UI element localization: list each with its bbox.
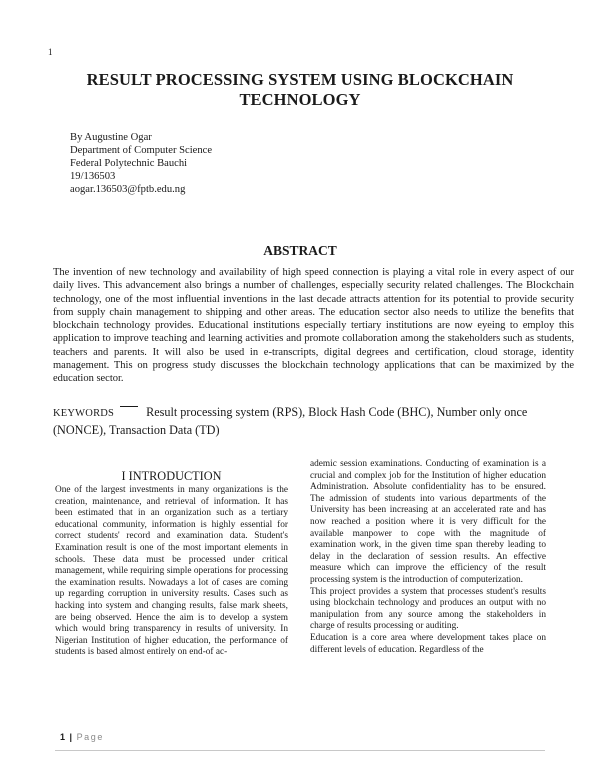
author-department: Department of Computer Science (70, 145, 213, 156)
introduction-left-paragraph: One of the largest investments in many organizations is the creation, maintenance, and retrieval of information. It has been estimated that in an organization such as a tertiary educational community, information is highly essential for correct students' record and examination data. Student's Examination result is one of the most important elements in schools. These data must be processed under critical management, while requiring simple operations for processing the examination results. Nowadays a lot of cases are coming up regarding corruption in university results. Cases such as hacking into system and changing results, false mark sheets, are being observed. Hence the aim is to develop a system which would bring transparency in results of university. In Nigerian Institution of higher education, the performance of students is based almost entirely on end-of ac- (55, 485, 288, 658)
introduction-right-paragraph-3: Education is a core area where development takes place on different levels of education. Regardless of the (310, 632, 546, 655)
keywords (53, 404, 574, 438)
introduction-right-column (310, 459, 546, 656)
paper-title: RESULT PROCESSING SYSTEM USING BLOCKCHAIN TECHNOLOGY (86, 70, 514, 109)
page-number-top: 1 (48, 47, 53, 57)
footer-page-number: 1 (60, 732, 66, 742)
footer-separator: | (69, 732, 73, 742)
author-byline: By Augustine Ogar (70, 132, 152, 143)
author-institution: Federal Polytechnic Bauchi (70, 158, 188, 169)
author-email: aogar.136503@fptb.edu.ng (70, 184, 186, 195)
page-footer (60, 732, 104, 742)
abstract-heading: ABSTRACT (263, 243, 337, 258)
abstract-paragraph: The invention of new technology and availability of high speed connection is playing a vital role in every aspect of our daily lives. This advancement also brings a number of challenges, especially security related challenges. The Blockchain technology, one of the most influential inventions in the last decade attracts attention for its potential to provide security from supply chain management to shipping and other areas. The education sector also needs to utilize the benefits that blockchain technology provides. Educational institutions especially tertiary institutions are now eyeing to employ this application to improve teaching and learning activities and promote collaboration among the stakeholders such as students, teachers and parents. It will also be used in e-transcripts, digital degrees and certification, cloud storage, identity management. This on progress study discusses the blockchain technology applications that can be maximized by the education sector. (53, 267, 574, 385)
footer-line (55, 750, 545, 751)
abstract-body (53, 266, 574, 386)
keywords-text: Result processing system (RPS), Block Hash Code (BHC), Number only once (NONCE), Transaction Data (TD) (53, 405, 528, 437)
introduction-heading: I INTRODUCTION (121, 469, 222, 483)
author-block (70, 131, 212, 196)
footer-page-word: Page (76, 732, 104, 742)
introduction-left-column (55, 485, 288, 659)
author-id: 19/136503 (70, 171, 116, 182)
keywords-dash (120, 406, 138, 407)
keywords-label: KEYWORDS (53, 408, 115, 419)
introduction-right-paragraph-2: This project provides a system that processes student's results using blockchain technology and produces an output with no manipulation from any source among the stakeholders in charge of results processing or auditing. (310, 586, 546, 632)
introduction-right-paragraph-1: ademic session examinations. Conducting of examination is a crucial and complex job for the Institution of higher education Administration. Absolute confidentiality has to be ensured. The admission of students into various departments of the University has been increasing at an accelerated rate and has now reached a position where it is very difficult for the available manpower to cope with the magnitude of examination work, in the given time span thereby leading to delay in the declaration of session results. An effective measure which can improve the efficiency of the result processing system is the introduction of computerization. (310, 459, 546, 585)
